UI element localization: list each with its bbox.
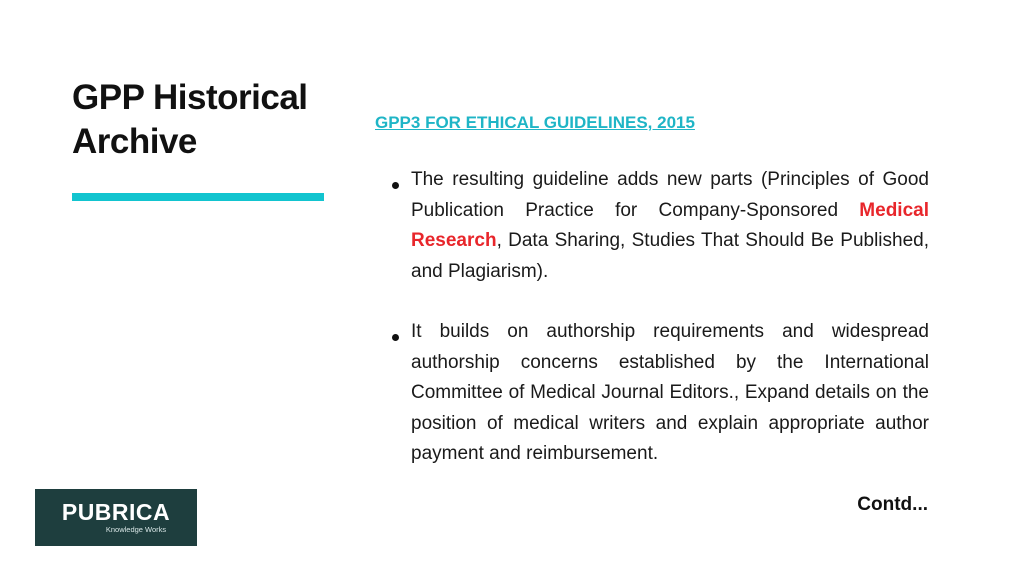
page-title	[72, 76, 352, 164]
logo-tagline: Knowledge Works	[105, 525, 167, 534]
bullet-item	[392, 165, 929, 287]
pubrica-logo	[35, 489, 197, 546]
bullet-text: It builds on authorship requirements and widespread authorship concerns established by the International Committee of Medical Journal Editors., Expand details on the position of medical writers and explain appropriate author payment and reimbursement.	[411, 321, 929, 464]
bullet-item	[392, 317, 929, 470]
bullet-icon	[392, 182, 399, 189]
bullet-list	[392, 165, 929, 470]
page-title-line-2: Archive	[72, 122, 197, 161]
bullet-text: , Data Sharing, Studies That Should Be Published, and Plagiarism).	[411, 230, 929, 282]
section-heading-link[interactable]: GPP3 FOR ETHICAL GUIDELINES, 2015	[375, 113, 695, 132]
bullet-text: The resulting guideline adds new parts (Principles of Good Publication Practice for Company-Sponsored	[411, 169, 929, 221]
accent-divider	[72, 193, 324, 201]
bullet-icon	[392, 334, 399, 341]
logo-wordmark: PUBRICA	[61, 499, 171, 525]
page-title-line-1: GPP Historical	[72, 78, 308, 117]
continued-label: Contd...	[857, 494, 928, 515]
highlighted-term: Medical Research	[411, 199, 929, 251]
